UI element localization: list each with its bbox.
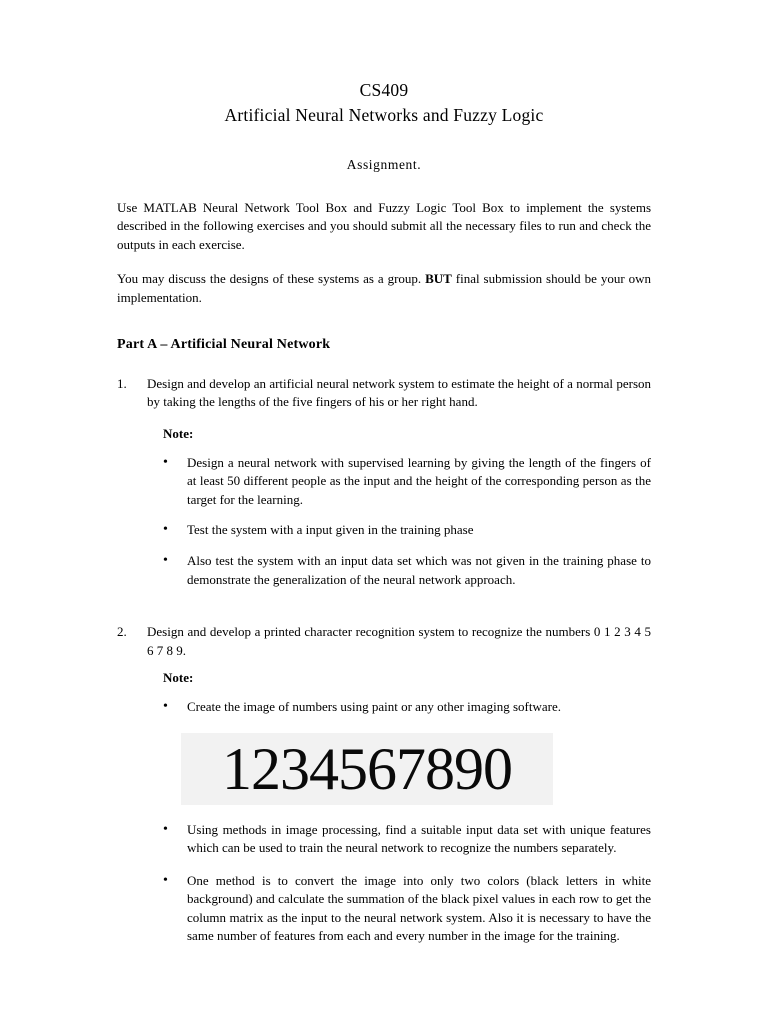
bullet-icon: •	[163, 454, 168, 470]
bullet-list	[163, 454, 651, 589]
bullet-icon: •	[163, 553, 168, 569]
digits-image-text: 1234567890	[222, 735, 512, 802]
title-line-2: Artificial Neural Networks and Fuzzy Logic	[224, 105, 544, 126]
group-note-paragraph	[117, 270, 651, 307]
list-item	[163, 821, 651, 858]
bullet-list	[163, 821, 651, 946]
group-note-bold: BUT	[425, 271, 452, 287]
group-note-after: final submission should be your own implementation.	[117, 271, 651, 305]
bullet-icon: •	[163, 698, 168, 714]
page-title	[117, 78, 651, 129]
title-line-1: CS409	[359, 80, 409, 100]
page-subtitle: Assignment.	[346, 156, 422, 172]
list-item	[117, 623, 651, 660]
item-number: 2.	[117, 624, 127, 640]
item-number: 1.	[117, 376, 127, 392]
item-text: Design and develop an artificial neural network system to estimate the height of a normal person by taking the lengths of the five fingers of his or her right hand.	[147, 376, 651, 410]
note-label: Note:	[163, 669, 194, 685]
list-item	[163, 698, 651, 717]
item-text: Design and develop a printed character recognition system to recognize the numbers 0 1 2 3 4 5 6 7 8 9.	[147, 624, 651, 658]
group-note-before: You may discuss the designs of these systems as a group.	[117, 271, 426, 287]
bullet-icon: •	[163, 522, 168, 538]
bullet-list	[163, 698, 651, 717]
list-item	[163, 521, 651, 540]
note-label: Note:	[163, 425, 194, 441]
bullet-icon: •	[163, 872, 168, 888]
bullet-text: Using methods in image processing, find a suitable input data set with unique features which can be used to train the neural network to recognize the numbers separately.	[187, 821, 651, 856]
list-item	[163, 872, 651, 946]
list-item	[117, 375, 651, 412]
bullet-text: Create the image of numbers using paint or any other imaging software.	[187, 698, 562, 714]
bullet-text: One method is to convert the image into only two colors (black letters in white background) and calculate the summation of the black pixel values in each row to get the column matrix as the input to the neural network system. Also it is necessary to have the same number of features from each and every number in the image for the training.	[187, 872, 651, 944]
intro-paragraph: Use MATLAB Neural Network Tool Box and Fuzzy Logic Tool Box to implement the systems described in the following exercises and you should submit all the necessary files to run and check the outputs in each exercise.	[117, 199, 651, 252]
bullet-text: Test the system with a input given in the training phase	[187, 522, 474, 538]
list-item	[163, 552, 651, 589]
list-item	[163, 454, 651, 509]
bullet-icon: •	[163, 821, 168, 837]
part-a-heading: Part A – Artificial Neural Network	[117, 337, 331, 353]
bullet-text: Design a neural network with supervised learning by giving the length of the fingers of at least 50 different people as the input and the height of the corresponding person as the target for the learning.	[187, 454, 651, 507]
digits-image	[181, 733, 553, 805]
bullet-text: Also test the system with an input data set which was not given in the training phase to demonstrate the generalization of the neural network approach.	[187, 553, 651, 587]
